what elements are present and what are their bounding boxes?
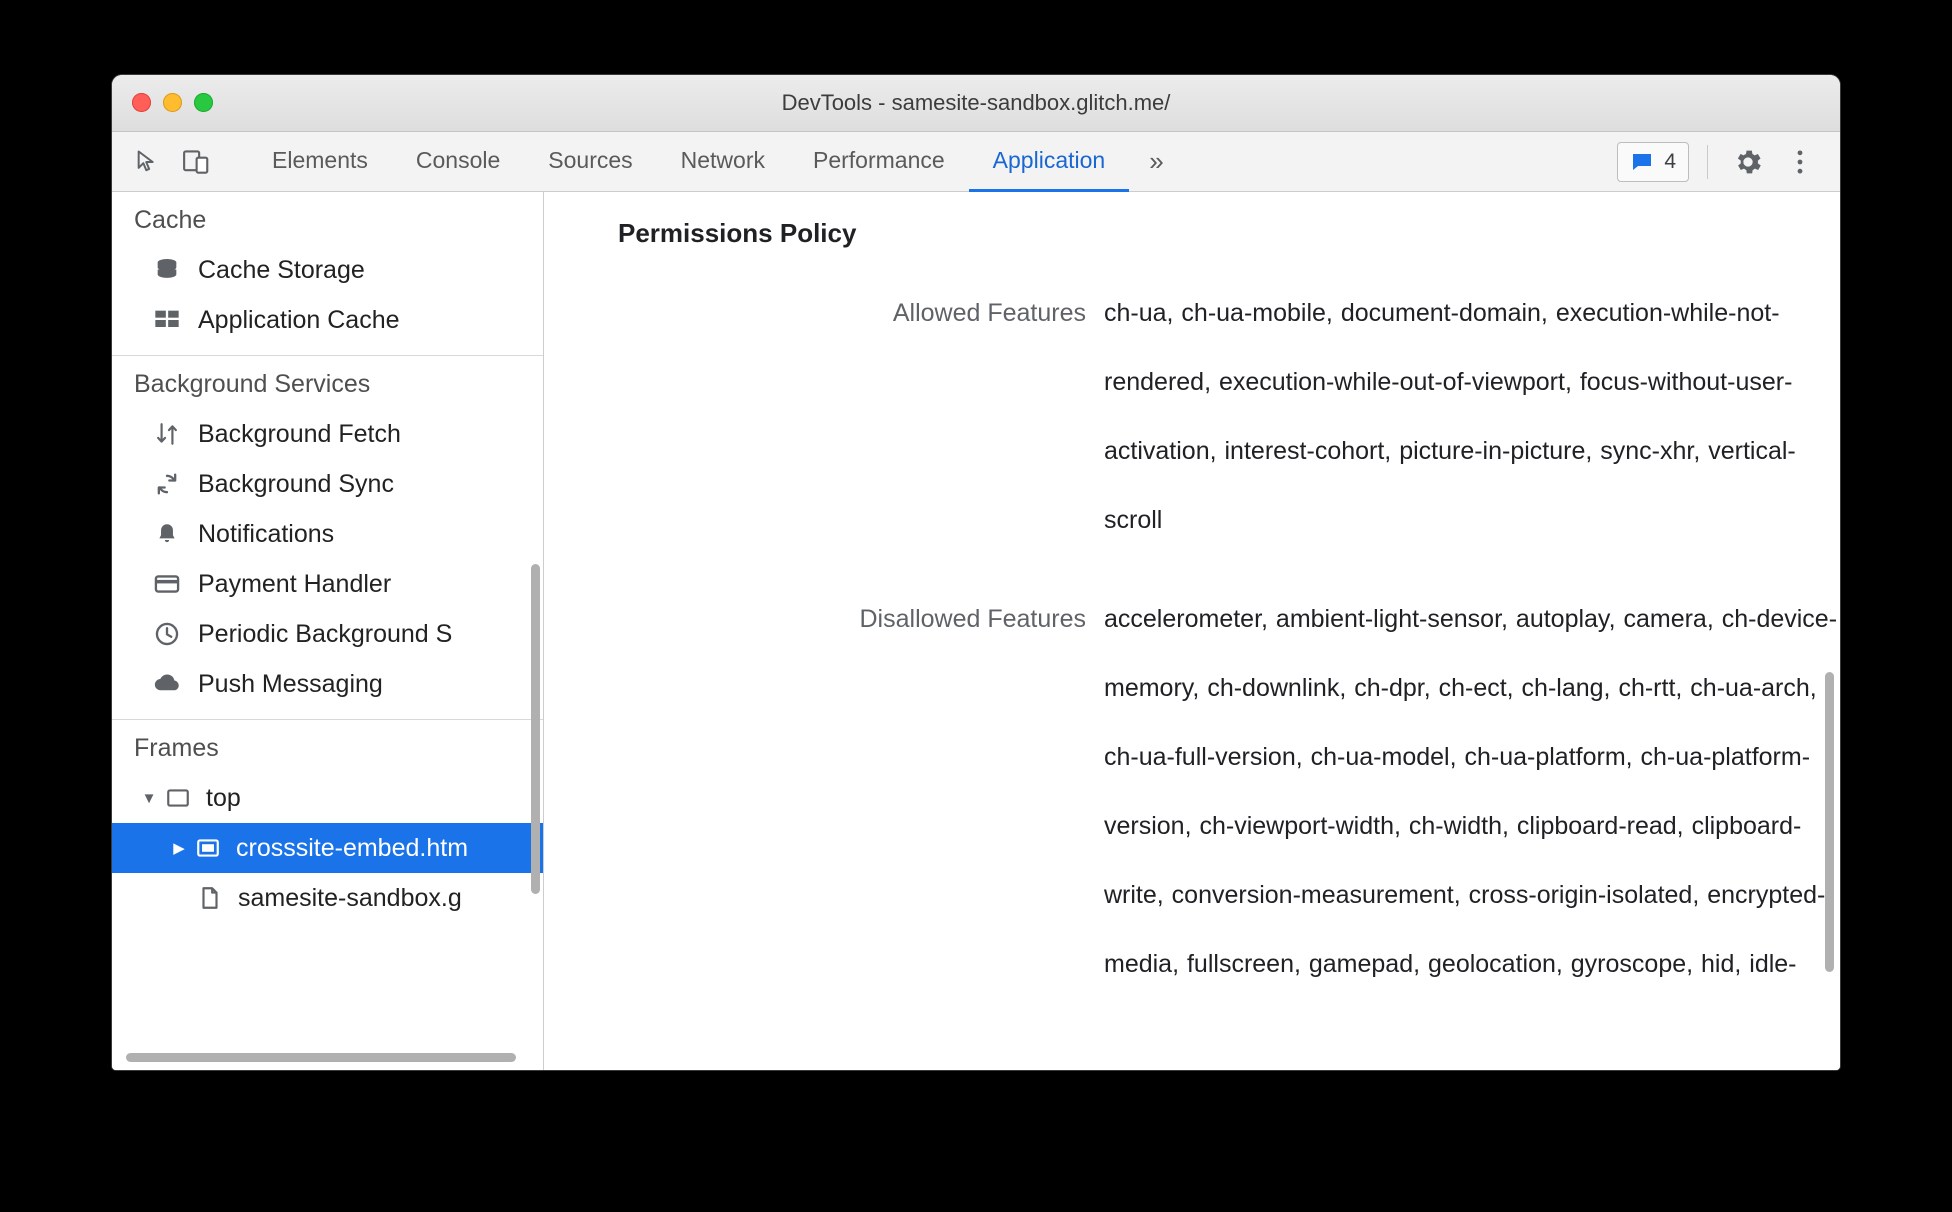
disallowed-features-row — [544, 585, 1840, 999]
sidebar-item-background-sync[interactable] — [112, 459, 543, 509]
page-title: Permissions Policy — [618, 218, 857, 248]
tab-sources[interactable]: Sources — [548, 146, 633, 173]
sidebar-vertical-scrollbar[interactable] — [531, 564, 540, 894]
sidebar-item-label: Background Fetch — [198, 419, 401, 448]
sidebar-item-application-cache[interactable] — [112, 295, 543, 345]
sidebar-item-push-messaging[interactable] — [112, 659, 543, 709]
disallowed-features-label: Disallowed Features — [859, 605, 1086, 633]
issues-counter-button[interactable] — [1617, 142, 1689, 182]
chevron-down-icon[interactable]: ▼ — [141, 789, 157, 807]
more-tabs-icon[interactable]: » — [1149, 146, 1164, 176]
window-traffic-lights[interactable] — [132, 93, 213, 112]
allowed-features-row — [544, 279, 1840, 555]
permissions-policy-pane — [544, 192, 1840, 1070]
frame-label: top — [206, 783, 241, 812]
three-dot-menu-icon[interactable] — [1778, 140, 1822, 184]
sidebar-item-label: Periodic Background S — [198, 619, 453, 648]
inspect-cursor-icon[interactable] — [126, 140, 170, 184]
window-title: DevTools - samesite-sandbox.glitch.me/ — [781, 90, 1171, 115]
sidebar-group-title-background-services: Background Services — [134, 370, 371, 398]
frame-label: samesite-sandbox.g — [238, 883, 462, 912]
sidebar-item-label: Payment Handler — [198, 569, 392, 598]
devtools-toolbar — [112, 132, 1840, 192]
minimize-window-button[interactable] — [163, 93, 182, 112]
arrows-updown-icon — [150, 417, 184, 451]
sidebar-item-label: Background Sync — [198, 469, 394, 498]
allowed-features-value: ch-ua, ch-ua-mobile, document-domain, execution-while-not-rendered, execution-while-out-of-viewport, focus-without-user-activation, interest-cohort, picture-in-picture, sync-xhr, vertical-scroll — [1104, 299, 1796, 534]
tab-performance[interactable]: Performance — [813, 146, 945, 173]
frame-label: crosssite-embed.htm — [236, 833, 469, 862]
toolbar-right-group — [1617, 140, 1840, 184]
sidebar-item-notifications[interactable] — [112, 509, 543, 559]
iframe-icon — [192, 832, 224, 864]
sidebar-item-label: Push Messaging — [198, 669, 383, 698]
maximize-window-button[interactable] — [194, 93, 213, 112]
sidebar-horizontal-scrollbar[interactable] — [126, 1053, 516, 1062]
disallowed-features-value: accelerometer, ambient-light-sensor, autoplay, camera, ch-device-memory, ch-downlink, ch-dpr, ch-ect, ch-lang, ch-rtt, ch-ua-arch, ch-ua-full-version, ch-ua-model, ch-ua-platform, ch-ua-platform-version, ch-viewport-width, ch-width, clipboard-read, clipboard-write, conversion-measurement, cross-origin-isolated, encrypted-media, fullscreen, gamepad, geolocation, gyroscope, hid, idle- — [1104, 605, 1838, 978]
devtools-window — [112, 75, 1840, 1070]
bell-icon — [150, 517, 184, 551]
allowed-features-label: Allowed Features — [892, 299, 1086, 327]
close-window-button[interactable] — [132, 93, 151, 112]
sidebar-group-title-cache: Cache — [134, 206, 207, 234]
device-toolbar-icon[interactable] — [174, 140, 218, 184]
sidebar-item-cache-storage[interactable] — [112, 245, 543, 295]
gear-icon[interactable] — [1726, 140, 1770, 184]
tab-application[interactable]: Application — [969, 132, 1130, 192]
sidebar-item-label: Cache Storage — [198, 255, 365, 284]
devtools-body — [112, 192, 1840, 1070]
sidebar-item-label: Notifications — [198, 519, 335, 548]
database-icon — [150, 253, 184, 287]
tab-network[interactable]: Network — [680, 146, 765, 173]
sidebar-item-periodic-background-sync[interactable] — [112, 609, 543, 659]
tab-console[interactable]: Console — [415, 146, 501, 173]
clock-icon — [150, 617, 184, 651]
application-sidebar — [112, 192, 544, 1070]
sidebar-item-background-fetch[interactable] — [112, 409, 543, 459]
frame-tree-item-samesite-sandbox[interactable] — [112, 873, 543, 923]
document-icon — [194, 882, 226, 914]
cloud-icon — [150, 667, 184, 701]
tab-elements[interactable]: Elements — [272, 146, 368, 173]
content-vertical-scrollbar[interactable] — [1825, 672, 1834, 972]
issues-count: 4 — [1664, 149, 1676, 173]
issues-message-icon — [1630, 150, 1654, 174]
frame-icon — [162, 782, 194, 814]
sidebar-group-title-frames: Frames — [134, 734, 219, 762]
frame-tree-item-crosssite-embed[interactable] — [112, 823, 543, 873]
devtools-tabs — [248, 132, 1129, 192]
sidebar-item-label: Application Cache — [198, 305, 400, 334]
chevron-right-icon[interactable]: ▶ — [173, 840, 185, 857]
frame-tree-item-top[interactable] — [112, 773, 543, 823]
credit-card-icon — [150, 567, 184, 601]
sidebar-item-payment-handler[interactable] — [112, 559, 543, 609]
sync-refresh-icon — [150, 467, 184, 501]
grid-icon — [150, 303, 184, 337]
window-titlebar — [112, 75, 1840, 132]
toolbar-divider — [1707, 145, 1708, 179]
